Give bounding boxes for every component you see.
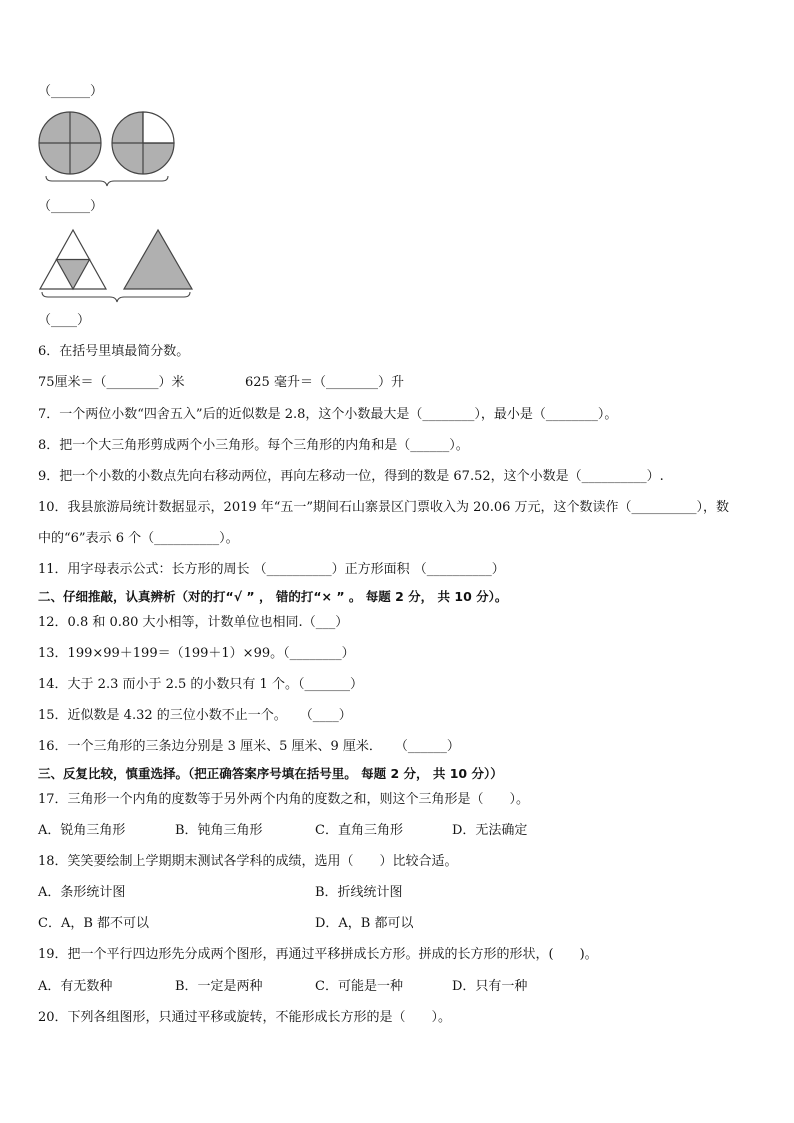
- subdivided-triangle: [40, 230, 106, 289]
- question-6-line1: 75厘米＝（________）米: [38, 375, 185, 390]
- question-13: 13．199×99＋199＝（199＋1）×99。（________）: [38, 646, 355, 661]
- brace: [42, 292, 190, 302]
- question-18: 18．笑笑要绘制上学期期末测试各学科的成绩，选用（ ）比较合适。: [38, 854, 458, 869]
- question-6-line2: 625 毫升＝（________）升: [245, 375, 404, 390]
- question-6-title: 6．在括号里填最简分数。: [38, 344, 190, 359]
- answer-blank[interactable]: （____）: [38, 313, 91, 328]
- question-11: 11．用字母表示公式：长方形的周长 （__________）正方形面积 （__________）: [38, 562, 505, 577]
- section-2-heading: 二、仔细推敲，认真辨析（对的打“√ ” ， 错的打“× ” 。 每题 2 分， 共 10 分）。: [38, 589, 508, 604]
- question-14: 14．大于 2.3 而小于 2.5 的小数只有 1 个。（_______）: [38, 677, 363, 692]
- three-quarter-circle: [112, 112, 174, 174]
- question-10-line2: 中的“6”表示 6 个（__________）。: [38, 531, 239, 546]
- q17-option-c[interactable]: C．直角三角形: [315, 823, 403, 838]
- q17-option-a[interactable]: A．锐角三角形: [38, 823, 126, 838]
- q18-option-c[interactable]: C．A，B 都不可以: [38, 916, 150, 931]
- q19-option-d[interactable]: D．只有一种: [452, 979, 528, 994]
- section-3-heading: 三、反复比较，慎重选择。（把正确答案序号填在括号里。 每题 2 分， 共 10 分））: [38, 766, 503, 781]
- q18-option-d[interactable]: D．A，B 都可以: [315, 916, 414, 931]
- answer-blank[interactable]: （______）: [38, 84, 104, 99]
- question-9: 9．把一个小数的小数点先向右移动两位，再向左移动一位，得到的数是 67.52，这个小数是（__________）.: [38, 469, 664, 484]
- question-15: 15．近似数是 4.32 的三位小数不止一个。 （____）: [38, 708, 352, 723]
- question-7: 7．一个两位小数“四舍五入”后的近似数是 2.8，这个小数最大是（________），最小是（________）。: [38, 407, 618, 422]
- q18-option-a[interactable]: A．条形统计图: [38, 885, 126, 900]
- circles-figure: [36, 110, 176, 188]
- q17-option-b[interactable]: B．钝角三角形: [175, 823, 263, 838]
- triangles-figure: [36, 226, 196, 304]
- answer-blank[interactable]: （______）: [38, 199, 104, 214]
- q19-option-a[interactable]: A．有无数种: [38, 979, 113, 994]
- q17-option-d[interactable]: D．无法确定: [452, 823, 528, 838]
- question-20: 20．下列各组图形，只通过平移或旋转，不能形成长方形的是（ ）。: [38, 1010, 452, 1025]
- question-12: 12．0.8 和 0.80 大小相等，计数单位也相同.（___）: [38, 615, 349, 630]
- q18-option-b[interactable]: B．折线统计图: [315, 885, 403, 900]
- question-8: 8．把一个大三角形剪成两个小三角形。每个三角形的内角和是（______）。: [38, 438, 469, 453]
- shaded-triangle: [124, 230, 192, 289]
- full-circle: [39, 112, 101, 174]
- brace: [46, 176, 168, 186]
- question-16: 16．一个三角形的三条边分别是 3 厘米、5 厘米、9 厘米． （______）: [38, 739, 460, 754]
- question-19: 19．把一个平行四边形先分成两个图形，再通过平移拼成长方形。拼成的长方形的形状，( )。: [38, 947, 598, 962]
- question-17: 17．三角形一个内角的度数等于另外两个内角的度数之和，则这个三角形是（ ）。: [38, 792, 530, 807]
- q19-option-c[interactable]: C．可能是一种: [315, 979, 403, 994]
- question-10-line1: 10．我县旅游局统计数据显示，2019 年“五一”期间石山寨景区门票收入为 20.06 万元，这个数读作（__________），数: [38, 500, 730, 515]
- q19-option-b[interactable]: B．一定是两种: [175, 979, 263, 994]
